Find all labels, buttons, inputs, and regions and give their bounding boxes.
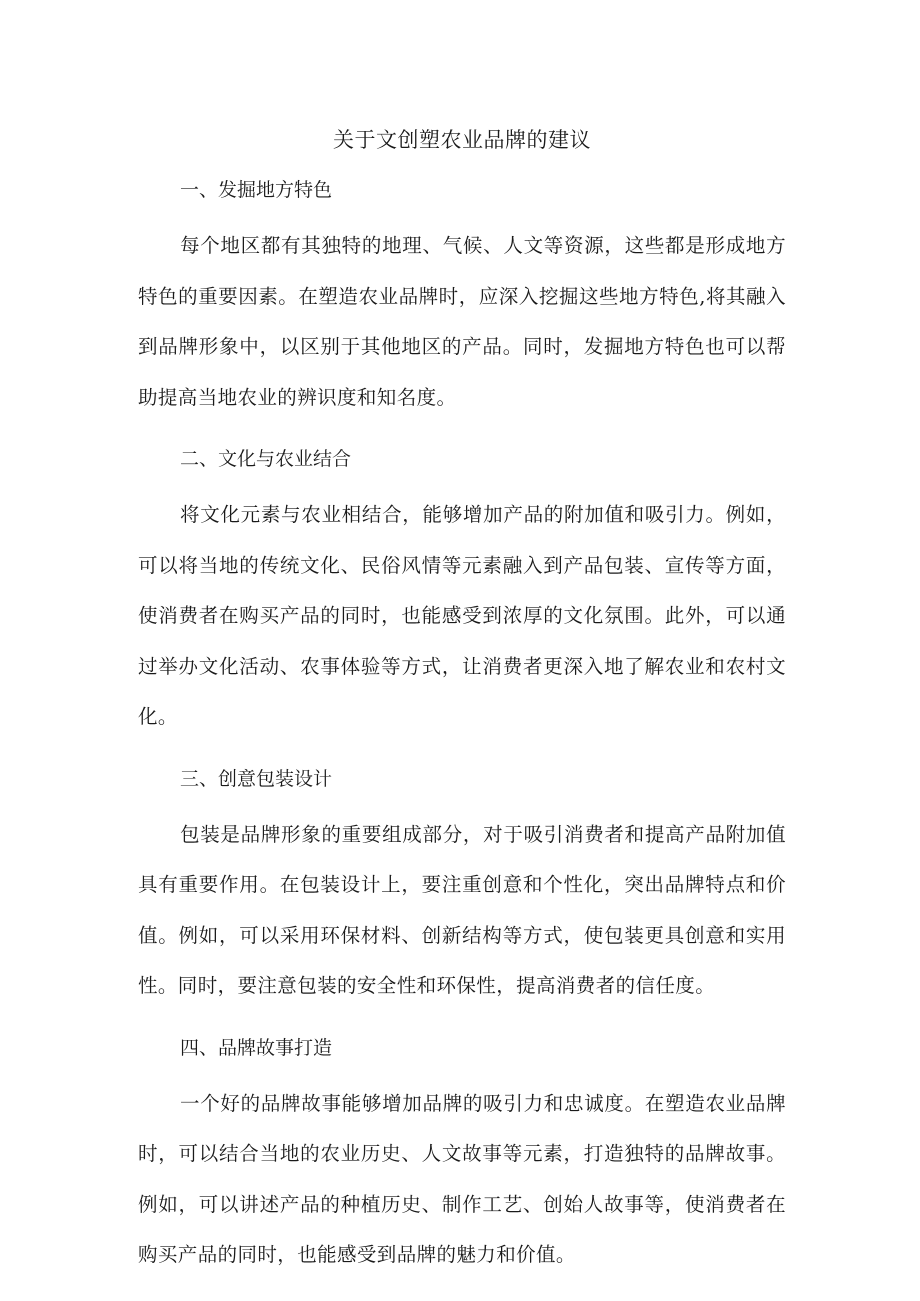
section-heading: 三、创意包装设计 [180, 767, 333, 790]
section-brand-story [138, 1026, 786, 1281]
section-culture-agriculture [138, 437, 786, 743]
section-heading: 四、品牌故事打造 [180, 1036, 333, 1059]
section-paragraph: 将文化元素与农业相结合，能够增加产品的附加值和吸引力。例如，可以将当地的传统文化、民俗风情等元素融入到产品包装、宣传等方面，使消费者在购买产品的同时，也能感受到浓厚的文化氛围。此外，可以通过举办文化活动、农事体验等方式，让消费者更深入地了解农业和农村文化。 [138, 503, 786, 728]
section-paragraph: 一个好的品牌故事能够增加品牌的吸引力和忠诚度。在塑造农业品牌时，可以结合当地的农业历史、人文故事等元素，打造独特的品牌故事。例如，可以讲述产品的种植历史、制作工艺、创始人故事等，使消费者在购买产品的同时，也能感受到品牌的魅力和价值。 [138, 1091, 786, 1266]
document-title: 关于文创塑农业品牌的建议 [333, 128, 591, 152]
section-paragraph: 每个地区都有其独特的地理、气候、人文等资源，这些都是形成地方特色的重要因素。在塑造农业品牌时，应深入挖掘这些地方特色,将其融入到品牌形象中，以区别于其他地区的产品。同时，发掘地方特色也可以帮助提高当地农业的辨识度和知名度。 [138, 234, 786, 409]
section-paragraph: 包装是品牌形象的重要组成部分，对于吸引消费者和提高产品附加值具有重要作用。在包装设计上，要注重创意和个性化，突出品牌特点和价值。例如，可以采用环保材料、创新结构等方式，使包装更具创意和实用性。同时，要注意包装的安全性和环保性，提高消费者的信任度。 [138, 822, 786, 997]
section-heading: 一、发掘地方特色 [180, 179, 333, 201]
section-local-features [138, 168, 786, 423]
section-packaging-design [138, 757, 786, 1012]
section-heading: 二、文化与农业结合 [180, 448, 352, 470]
document-body [138, 118, 786, 1295]
